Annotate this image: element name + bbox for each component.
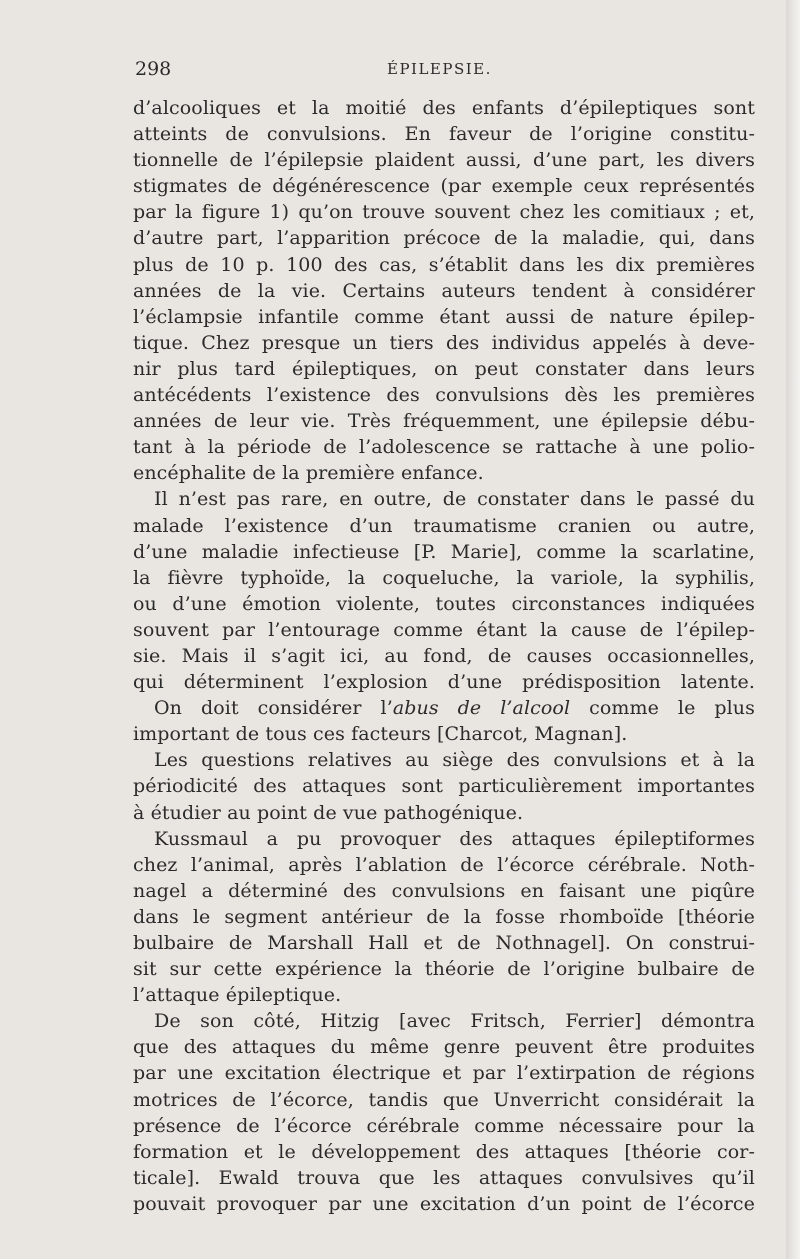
text-line: ticale]. Ewald trouva que les attaques convulsives qu’il bbox=[133, 1166, 755, 1189]
text-line: dans le segment antérieur de la fosse rhomboïde [théorie bbox=[133, 905, 755, 928]
text-line: que des attaques du même genre peuvent être produites bbox=[133, 1036, 755, 1059]
text-line: souvent par l’entourage comme étant la cause de l’épilep- bbox=[133, 618, 755, 641]
text-line: antécédents l’existence des convulsions dès les premières bbox=[133, 384, 755, 407]
text-line: années de la vie. Certains auteurs tendent à considérer bbox=[133, 279, 755, 302]
text-line: l’attaque épileptique. bbox=[133, 984, 342, 1007]
text-line: plus de 10 p. 100 des cas, s’établit dans les dix premières bbox=[133, 253, 755, 276]
text-line: d’alcooliques et la moitié des enfants d’épileptiques sont bbox=[133, 97, 755, 119]
text-line: sie. Mais il s’agit ici, au fond, de causes occasionnelles, bbox=[133, 644, 755, 667]
text-line: sit sur cette expérience la théorie de l’origine bulbaire de bbox=[133, 958, 755, 981]
page-number: 298 bbox=[135, 58, 172, 80]
text-line: années de leur vie. Très fréquemment, une épilepsie débu- bbox=[133, 410, 755, 433]
text-line: encéphalite de la première enfance. bbox=[133, 462, 484, 485]
page-edge bbox=[786, 0, 800, 1259]
text-line: stigmates de dégénérescence (par exemple ceux représentés bbox=[133, 175, 755, 198]
body-text bbox=[133, 95, 755, 1217]
text-line: Les questions relatives au siège des convulsions et à la bbox=[154, 749, 755, 772]
text-line: ou d’une émotion violente, toutes circonstances indiquées bbox=[133, 592, 755, 615]
text-line: par une excitation électrique et par l’extirpation de régions bbox=[133, 1062, 755, 1085]
text-line: tique. Chez presque un tiers des individus appelés à deve- bbox=[133, 331, 755, 354]
text-line: nir plus tard épileptiques, on peut constater dans leurs bbox=[133, 357, 755, 380]
text-line: présence de l’écorce cérébrale comme nécessaire pour la bbox=[133, 1114, 755, 1137]
text-line: tant à la période de l’adolescence se rattache à une polio- bbox=[133, 436, 755, 459]
text-line: On doit considérer l’abus de l’alcool comme le plus bbox=[154, 697, 755, 720]
emphasis: abus de l’alcool bbox=[392, 697, 571, 720]
text-line: atteints de convulsions. En faveur de l’origine constitu- bbox=[133, 123, 755, 146]
text-line: par la figure 1) qu’on trouve souvent chez les comitiaux ; et, bbox=[133, 201, 755, 224]
text-line: motrices de l’écorce, tandis que Unverricht considérait la bbox=[133, 1088, 755, 1111]
text-line: De son côté, Hitzig [avec Fritsch, Ferrier] démontra bbox=[154, 1010, 755, 1033]
text-line: d’une maladie infectieuse [P. Marie], comme la scarlatine, bbox=[133, 540, 755, 563]
text-line: important de tous ces facteurs [Charcot, Magnan]. bbox=[133, 723, 628, 746]
text-line: nagel a déterminé des convulsions en faisant une piqûre bbox=[133, 879, 755, 902]
text-line: périodicité des attaques sont particulièrement importantes bbox=[133, 775, 755, 798]
text-line: l’éclampsie infantile comme étant aussi de nature épilep- bbox=[133, 305, 755, 328]
running-title: ÉPILEPSIE. bbox=[387, 60, 492, 78]
text-line: malade l’existence d’un traumatisme cranien ou autre, bbox=[133, 514, 755, 537]
text-line: formation et le développement des attaques [théorie cor- bbox=[133, 1140, 755, 1163]
page-header bbox=[135, 58, 755, 84]
text-line: pouvait provoquer par une excitation d’un point de l’écorce bbox=[133, 1192, 755, 1215]
text-line: chez l’animal, après l’ablation de l’écorce cérébrale. Noth- bbox=[133, 853, 755, 876]
text-line: Il n’est pas rare, en outre, de constater dans le passé du bbox=[154, 488, 755, 511]
text-line: d’autre part, l’apparition précoce de la maladie, qui, dans bbox=[133, 227, 755, 250]
text-line: bulbaire de Marshall Hall et de Nothnagel]. On construi- bbox=[133, 932, 755, 954]
text-line: tionnelle de l’épilepsie plaident aussi, d’une part, les divers bbox=[133, 149, 755, 172]
text-line: qui déterminent l’explosion d’une prédisposition latente. bbox=[133, 671, 755, 694]
text-line: à étudier au point de vue pathogénique. bbox=[133, 801, 524, 824]
text-line: la fièvre typhoïde, la coqueluche, la variole, la syphilis, bbox=[133, 566, 755, 589]
text-line: Kussmaul a pu provoquer des attaques épileptiformes bbox=[154, 827, 755, 850]
